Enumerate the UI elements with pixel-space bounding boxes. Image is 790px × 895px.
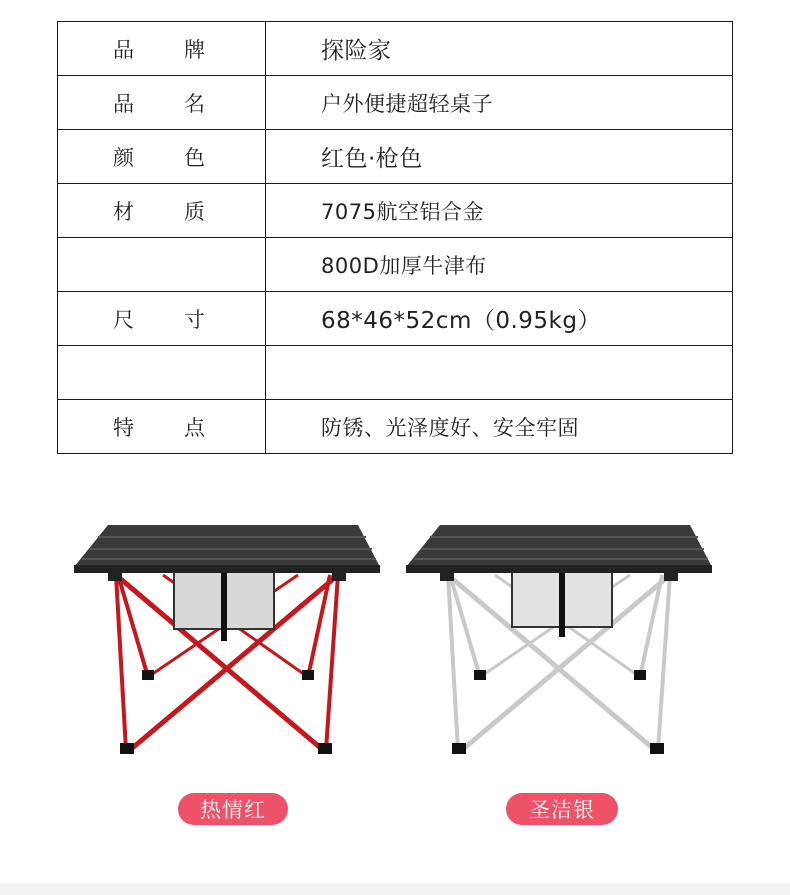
spec-value-material: 7075航空铝合金 xyxy=(266,184,733,238)
color-option-silver: 圣洁银 xyxy=(506,793,618,825)
foot-cap xyxy=(142,670,154,680)
corner-joint xyxy=(332,567,346,581)
frame-leg xyxy=(658,575,670,750)
spec-value-fabric: 800D加厚牛津布 xyxy=(266,238,733,292)
spec-label: 品 名 xyxy=(58,76,266,130)
foot-cap xyxy=(634,670,646,680)
spec-row-brand xyxy=(58,22,733,76)
spec-value-name: 户外便捷超轻桌子 xyxy=(266,76,733,130)
spec-label: 尺 寸 xyxy=(58,292,266,346)
corner-joint xyxy=(440,567,454,581)
product-silver xyxy=(400,505,730,835)
foot-cap xyxy=(318,743,332,754)
spec-row-feature xyxy=(58,400,733,454)
spec-row-color xyxy=(58,130,733,184)
tabletop xyxy=(74,525,380,567)
bottom-strip xyxy=(0,883,790,895)
spec-label: 特 点 xyxy=(58,400,266,454)
spec-value-brand: 探险家 xyxy=(266,22,733,76)
spec-label: 材 质 xyxy=(58,184,266,238)
silver-table-image xyxy=(400,505,730,775)
product-red xyxy=(68,505,398,835)
spec-value-color: 红色·枪色 xyxy=(266,130,733,184)
corner-joint xyxy=(664,567,678,581)
spec-table xyxy=(57,21,733,454)
corner-joint xyxy=(108,567,122,581)
spec-row-empty xyxy=(58,346,733,400)
spec-label: 颜 色 xyxy=(58,130,266,184)
foot-cap xyxy=(650,743,664,754)
spec-row-fabric xyxy=(58,238,733,292)
foot-cap xyxy=(302,670,314,680)
foot-cap xyxy=(474,670,486,680)
frame-leg xyxy=(326,575,338,750)
spec-row-name xyxy=(58,76,733,130)
red-table-image xyxy=(68,505,398,775)
color-option-red: 热情红 xyxy=(178,793,288,825)
spec-label xyxy=(58,346,266,400)
spec-row-material xyxy=(58,184,733,238)
product-gallery xyxy=(0,505,790,835)
spec-label xyxy=(58,238,266,292)
spec-value-feature: 防锈、光泽度好、安全牢固 xyxy=(266,400,733,454)
spec-row-size xyxy=(58,292,733,346)
spec-label: 品 牌 xyxy=(58,22,266,76)
spec-value-empty xyxy=(266,346,733,400)
spec-value-size: 68*46*52cm（0.95kg） xyxy=(266,292,733,346)
foot-cap xyxy=(120,743,134,754)
tabletop xyxy=(406,525,712,567)
foot-cap xyxy=(452,743,466,754)
